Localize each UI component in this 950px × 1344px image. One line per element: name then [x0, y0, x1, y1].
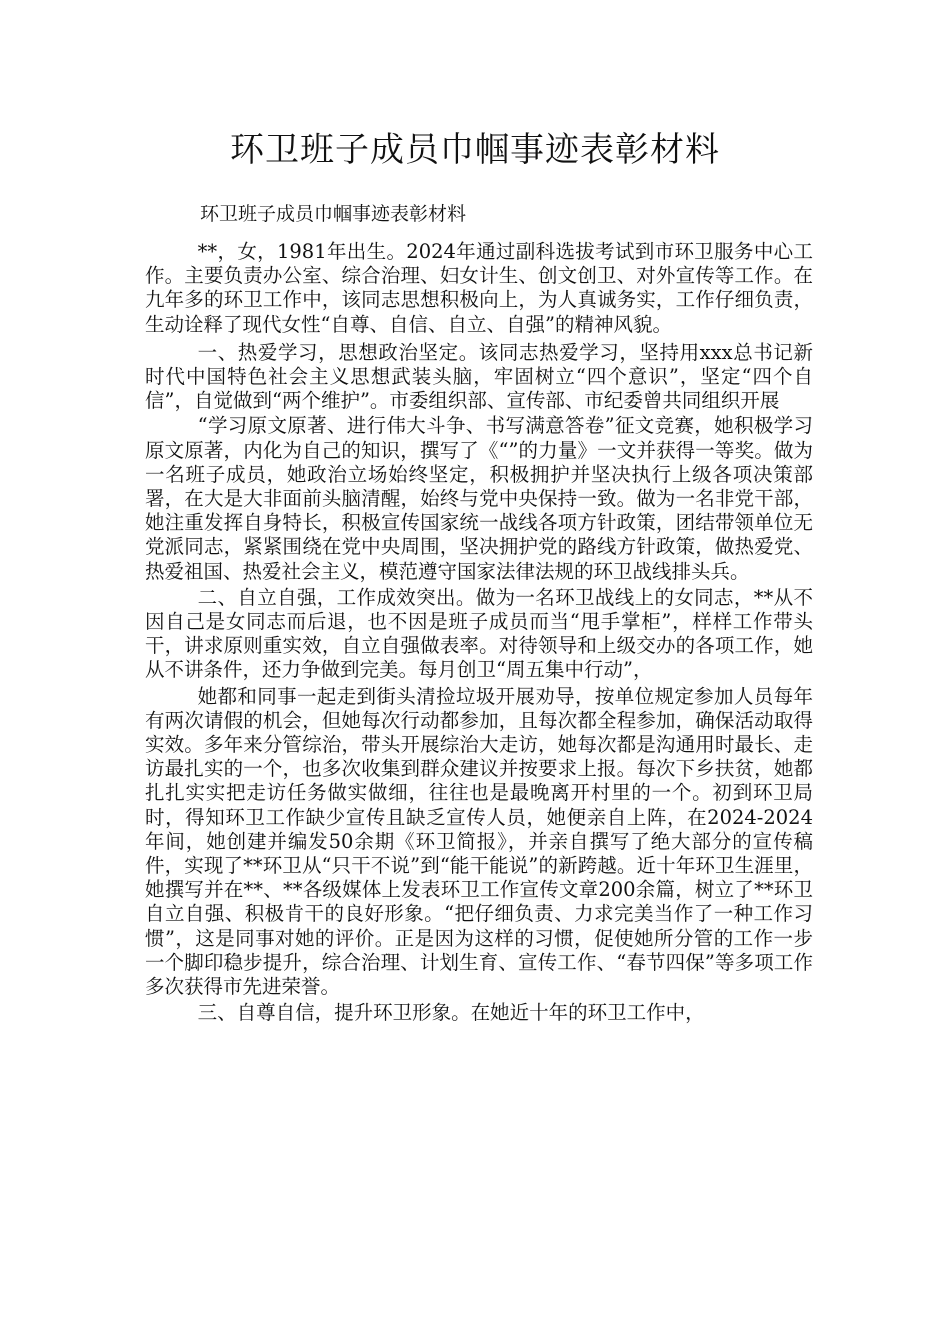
paragraph-section-3: 三、自尊自信，提升环卫形象。在她近十年的环卫工作中，: [197, 1001, 705, 1025]
paragraph-intro: **，女，1981年出生。2024年通过副科选拔考试到市环卫服务中心工作。主要负责办公室、综合治理、妇女计生、创文创卫、对外宣传等工作。在九年多的环卫工作中，该同志思想积极向上，为人真诚务实，工作仔细负责，生动诠释了现代女性“自尊、自信、自立、自强”的精神风貌。: [145, 240, 813, 336]
document-title: 环卫班子成员巾帼事迹表彰材料: [230, 130, 720, 170]
paragraph-section-1-continued: “学习原文原著、进行伟大斗争、书写满意答卷”征文竞赛，她积极学习原文原著，内化为自己的知识，撰写了《“”的力量》一文并获得一等奖。做为一名班子成员，她政治立场始终坚定，积极拥护并坚决执行上级各项决策部署，在大是大非面前头脑清醒，始终与党中央保持一致。做为一名非党干部，她注重发挥自身特长，积极宣传国家统一战线各项方针政策，团结带领单位无党派同志，紧紧围绕在党中央周围，坚决拥护党的路线方针政策，做热爱党、热爱祖国、热爱社会主义，模范遵守国家法律法规的环卫战线排头兵。: [145, 414, 813, 583]
document-subtitle: 环卫班子成员巾帼事迹表彰材料: [200, 203, 467, 225]
paragraph-section-2-continued: 她都和同事一起走到街头清捡垃圾开展劝导，按单位规定参加人员每年有两次请假的机会，但她每次行动都参加，且每次都全程参加，确保活动取得实效。多年来分管综治，带头开展综治大走访，她每次都是沟通用时最长、走访最扎实的一个，也多次收集到群众建议并按要求上报。每次下乡扶贫，她都扎扎实实把走访任务做实做细，往往也是最晚离开村里的一个。初到环卫局时，得知环卫工作缺少宣传且缺乏宣传人员，她便亲自上阵，在2024-2024年间，她创建并编发50余期《环卫简报》，并亲自撰写了绝大部分的宣传稿件，实现了**环卫从“只干不说”到“能干能说”的新跨越。近十年环卫生涯里，她撰写并在**、**各级媒体上发表环卫工作宣传文章200余篇，树立了**环卫自立自强、积极肯干的良好形象。“把仔细负责、力求完美当作了一种工作习惯”，这是同事对她的评价。正是因为这样的习惯，促使她所分管的工作一步一个脚印稳步提升，综合治理、计划生育、宣传工作、“春节四保”等多项工作多次获得市先进荣誉。: [145, 684, 813, 999]
document-body: [145, 240, 813, 1028]
paragraph-section-1: 一、热爱学习，思想政治坚定。该同志热爱学习，坚持用xxx总书记新时代中国特色社会主义思想武装头脑，牢固树立“四个意识”，坚定“四个自信”，自觉做到“两个维护”。市委组织部、宣传部、市纪委曾共同组织开展: [145, 340, 813, 413]
paragraph-section-2: 二、自立自强，工作成效突出。做为一名环卫战线上的女同志，**从不因自己是女同志而后退，也不因是班子成员而当“甩手掌柜”，样样工作带头干，讲求原则重实效，自立自强做表率。对待领导和上级交办的各项工作，她从不讲条件，还力争做到完美。每月创卫“周五集中行动”，: [145, 585, 813, 682]
